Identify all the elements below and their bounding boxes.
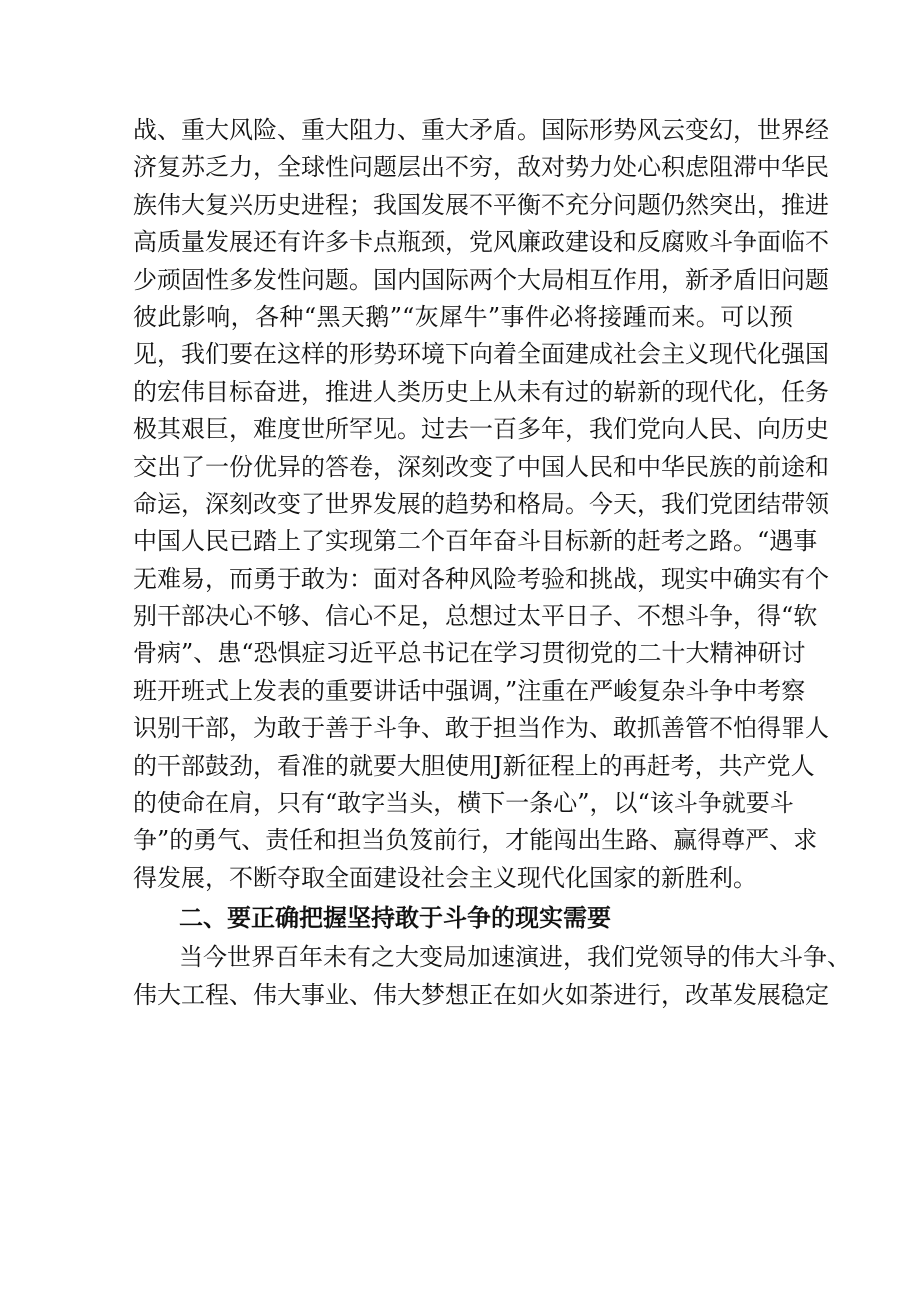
document-body	[133, 112, 851, 1014]
text-line: 别干部决心不够、信心不足，总想过太平日子、不想斗争，得“软	[133, 602, 818, 631]
text-line: 见，我们要在这样的形势环境下向着全面建成社会主义现代化强国	[133, 340, 829, 369]
text-line: 的干部鼓劲，看准的就要大胆使用J新征程上的再赶考，共产党人	[133, 751, 815, 780]
text-line: 少顽固性多发性问题。国内国际两个大局相互作用，新矛盾旧问题	[133, 265, 829, 294]
text-line: 班开班式上发表的重要讲话中强调，”注重在严峻复杂斗争中考察	[133, 676, 806, 705]
text-line: 识别干部，为敢于善于斗争、敢于担当作为、敢抓善管不怕得罪人	[133, 714, 829, 743]
text-line: 的宏伟目标奋进，推进人类历史上从未有过的崭新的现代化，任务	[133, 377, 829, 406]
text-line: 骨病”、患“恐惧症习近平总书记在学习贯彻党的二十大精神研讨	[133, 639, 806, 668]
text-line: 族伟大复兴历史进程；我国发展不平衡不充分问题仍然突出，推进	[133, 190, 829, 219]
text-line: 争”的勇气、责任和担当负笈前行，才能闯出生路、赢得尊严、求	[133, 826, 818, 855]
text-line: 交出了一份优异的答卷，深刻改变了中国人民和中华民族的前途和	[133, 452, 829, 481]
text-line: 济复苏乏力，全球性问题层出不穷，敌对势力处心积虑阻滞中华民	[133, 153, 829, 182]
text-line: 极其艰巨，难度世所罕见。过去一百多年，我们党向人民、向历史	[133, 415, 829, 444]
text-line: 无难易，而勇于敢为：面对各种风险考验和挑战，现实中确实有个	[133, 564, 829, 593]
text-line: 高质量发展还有许多卡点瓶颈，党风廉政建设和反腐败斗争面临不	[133, 228, 829, 257]
section-heading: 二、要正确把握坚持敢于斗争的现实需要	[179, 904, 611, 933]
text-line: 当今世界百年未有之大变局加速演进，我们党领导的伟大斗争、	[179, 943, 851, 972]
text-line: 伟大工程、伟大事业、伟大梦想正在如火如荼进行，改革发展稳定	[133, 980, 829, 1009]
text-line: 战、重大风险、重大阻力、重大矛盾。国际形势风云变幻，世界经	[133, 116, 829, 144]
paragraph-1	[133, 112, 829, 897]
text-line: 得发展，不断夺取全面建设社会主义现代化国家的新胜利。	[133, 863, 757, 892]
text-line: 的使命在肩，只有“敢字当头，横下一条心”，以“该斗争就要斗	[133, 789, 794, 818]
text-line: 彼此影响，各种“黑天鹅”“灰犀牛”事件必将接踵而来。可以预	[133, 302, 793, 331]
text-line: 命运，深刻改变了世界发展的趋势和格局。今天，我们党团结带领	[133, 489, 829, 518]
paragraph-2	[133, 939, 851, 1014]
text-line: 中国人民已踏上了实现第二个百年奋斗目标新的赶考之路。“遇事	[133, 527, 818, 556]
